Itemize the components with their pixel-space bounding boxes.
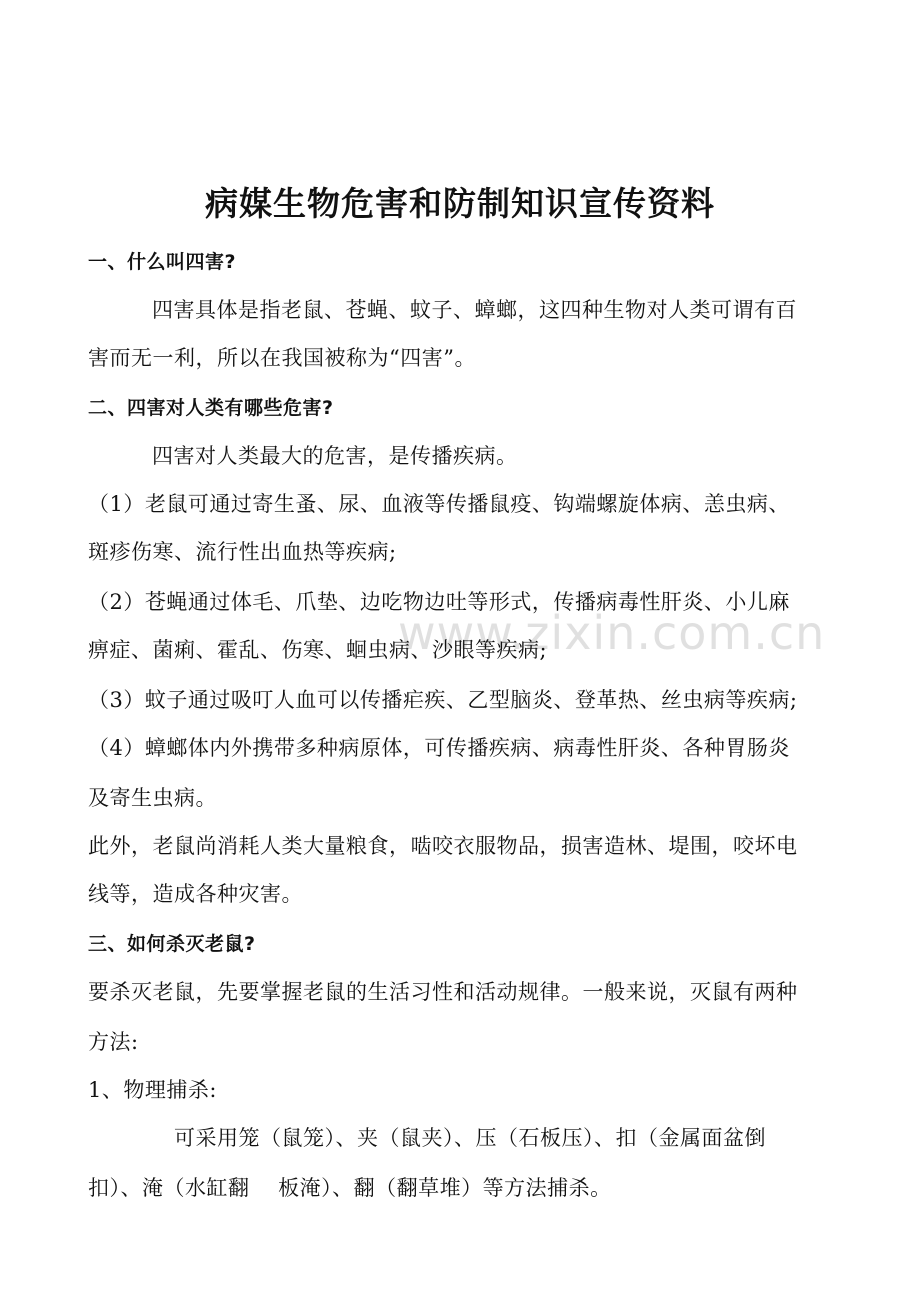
list-item-line: （4）蟑螂体内外携带多种病原体，可传播疾病、病毒性肝炎、各种胃肠炎 [88,736,790,760]
subheading-line: 1、物理捕杀: [88,1078,217,1102]
list-item-line: （1）老鼠可通过寄生蚤、尿、血液等传播鼠疫、钩端螺旋体病、恙虫病、 [88,492,790,516]
paragraph-line: 可采用笼（鼠笼）、夹（鼠夹）、压（石板压）、扣（金属面盆倒 [174,1126,766,1150]
section-heading-2: 二、四害对人类有哪些危害? [88,397,334,419]
paragraph-line: 线等，造成各种灾害。 [88,882,303,906]
list-item-line: （2）苍蝇通过体毛、爪垫、边吃物边吐等形式，传播病毒性肝炎、小儿麻 [88,590,790,614]
list-item-line: 斑疹伤寒、流行性出血热等疾病; [88,540,397,564]
list-item-line: 痹症、菌痢、霍乱、伤寒、蛔虫病、沙眼等疾病; [88,638,548,662]
paragraph-line: 害而无一利，所以在我国被称为“四害”。 [88,346,476,370]
paragraph-line: 扣）、淹（水缸翻 板淹）、翻（翻草堆）等方法捕杀。 [88,1176,612,1200]
paragraph-line: 要杀灭老鼠，先要掌握老鼠的生活习性和活动规律。一般来说，灭鼠有两种 [88,980,798,1004]
list-item-line: （3）蚊子通过吸叮人血可以传播疟疾、乙型脑炎、登革热、丝虫病等疾病; [88,688,798,712]
page-title: 病媒生物危害和防制知识宣传资料 [205,184,715,223]
list-item-line: 及寄生虫病。 [88,786,217,810]
watermark: www.zixin.com.cn [398,606,826,660]
section-heading-3: 三、如何杀灭老鼠? [88,933,256,955]
paragraph-line: 四害具体是指老鼠、苍蝇、蚊子、蟑螂，这四种生物对人类可谓有百 [152,298,797,322]
section-heading-1: 一、什么叫四害? [88,251,237,273]
paragraph-line: 方法: [88,1030,139,1054]
paragraph-line: 四害对人类最大的危害，是传播疾病。 [152,444,518,468]
paragraph-line: 此外，老鼠尚消耗人类大量粮食，啮咬衣服物品，损害造林、堤围，咬坏电 [88,834,798,858]
